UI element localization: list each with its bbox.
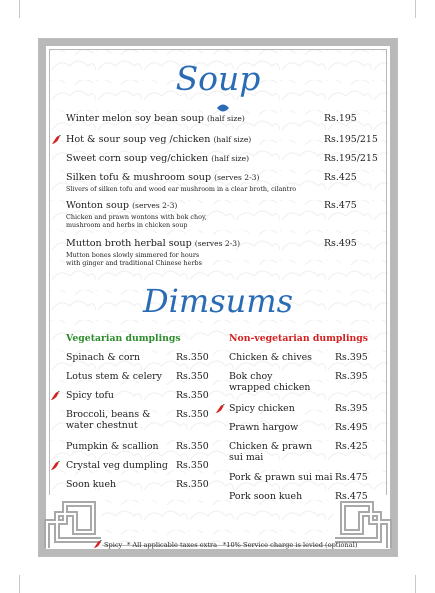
- soup-item-size: (serves 2-3): [194, 239, 241, 248]
- nonveg-dumpling-item-name: Chicken & prawn sui mai: [229, 441, 313, 464]
- soup-item-price: Rs.195/215: [324, 153, 378, 164]
- soup-item-price: Rs.425: [324, 172, 357, 183]
- chili-icon: [93, 540, 102, 549]
- nonveg-dumpling-item-name: Pork soon kueh: [229, 491, 303, 502]
- veg-dumpling-item-price: Rs.350: [176, 460, 209, 471]
- veg-dumpling-item-name: Lotus stem & celery: [66, 371, 162, 382]
- nonveg-dumpling-item-price: Rs.475: [335, 472, 368, 483]
- soup-item-size: (half size): [213, 135, 252, 144]
- veg-dumpling-item-price: Rs.350: [176, 441, 209, 452]
- veg-dumpling-item-price: Rs.350: [176, 390, 209, 401]
- soup-item-description: Chicken and prawn wontons with bok choy, mushroom and herbs in chicken soup: [66, 212, 207, 229]
- veg-dumpling-item-name: Crystal veg dumpling: [66, 460, 168, 471]
- soup-item: [66, 113, 321, 125]
- soup-item-name: Winter melon soy bean soup: [66, 113, 207, 124]
- soup-item-size: (half size): [206, 114, 245, 123]
- soup-item-name: Hot & sour soup veg /chicken: [66, 134, 214, 145]
- crop-mark: [19, 575, 20, 593]
- soup-item-size: (serves 2-3): [132, 201, 178, 210]
- nonveg-dumpling-item-name: Bok choy wrapped chicken: [229, 371, 311, 394]
- veg-dumpling-item-name: Soon kueh: [66, 479, 117, 490]
- soup-item-description: Slivers of silken tofu and wood ear mushroom in a clear broth, cilantro: [66, 184, 297, 193]
- chili-icon: [51, 135, 61, 145]
- veg-dumpling-item-price: Rs.350: [176, 409, 209, 420]
- crop-mark: [19, 0, 20, 18]
- veg-dumpling-item-price: Rs.350: [176, 352, 209, 363]
- nonveg-dumpling-item-name: Spicy chicken: [229, 403, 295, 414]
- soup-item: [66, 134, 321, 146]
- veg-dumpling-item-name: Pumpkin & scallion: [66, 441, 159, 452]
- nonveg-dumpling-item-price: Rs.395: [335, 403, 368, 414]
- veg-dumpling-item-name: Broccoli, beans & water chestnut: [66, 409, 151, 432]
- nonveg-dumpling-item-price: Rs.495: [335, 422, 368, 433]
- soup-item-name: Mutton broth herbal soup: [66, 238, 195, 249]
- soup-item: [66, 200, 321, 229]
- soup-item-size: (half size): [211, 154, 250, 163]
- soup-item-price: Rs.495: [324, 238, 357, 249]
- soup-item-name: Silken tofu & mushroom soup: [66, 172, 215, 183]
- soup-item: [66, 172, 321, 193]
- footer-service-note: *10% Service charge is levied (optional): [223, 541, 358, 549]
- soup-item-description: Mutton bones slowly simmered for hours with ginger and traditional Chinese herbs: [66, 250, 202, 267]
- soup-title: Soup: [175, 59, 261, 98]
- nonveg-dumpling-item-name: Pork & prawn sui mai: [229, 472, 333, 483]
- footer-taxes-note: * All applicable taxes extra: [127, 541, 218, 549]
- crop-mark: [415, 575, 416, 593]
- dimsums-title: Dimsums: [142, 282, 294, 320]
- soup-item-size: (serves 2-3): [214, 173, 260, 182]
- soup-item: [66, 238, 321, 267]
- soup-item: [66, 153, 321, 165]
- footer-spicy-label: Spicy: [104, 541, 123, 549]
- soup-item-name: Wonton soup: [66, 200, 133, 211]
- veg-dumpling-item-name: Spinach & corn: [66, 352, 141, 363]
- chili-icon: [215, 404, 225, 414]
- veg-dumpling-item-price: Rs.350: [176, 371, 209, 382]
- leaf-ornament: [216, 103, 230, 113]
- chili-icon: [50, 391, 60, 401]
- soup-item-price: Rs.475: [324, 200, 357, 211]
- nonveg-dumplings-heading: Non-vegetarian dumplings: [229, 333, 368, 344]
- nonveg-dumpling-item-price: Rs.395: [335, 371, 368, 382]
- nonveg-dumpling-item-price: Rs.395: [335, 352, 368, 363]
- soup-item-price: Rs.195: [324, 113, 357, 124]
- nonveg-dumpling-item-price: Rs.475: [335, 491, 368, 502]
- soup-item-price: Rs.195/215: [324, 134, 378, 145]
- veg-dumpling-item-price: Rs.350: [176, 479, 209, 490]
- veg-dumplings-heading: Vegetarian dumplings: [66, 333, 181, 344]
- crop-mark: [415, 0, 416, 18]
- veg-dumpling-item-name: Spicy tofu: [66, 390, 114, 401]
- chili-icon: [50, 461, 60, 471]
- nonveg-dumpling-item-price: Rs.425: [335, 441, 368, 452]
- menu-page: [38, 38, 398, 557]
- nonveg-dumpling-item-name: Chicken & chives: [229, 352, 312, 363]
- soup-item-name: Sweet corn soup veg/chicken: [66, 153, 212, 164]
- nonveg-dumpling-item-name: Prawn hargow: [229, 422, 299, 433]
